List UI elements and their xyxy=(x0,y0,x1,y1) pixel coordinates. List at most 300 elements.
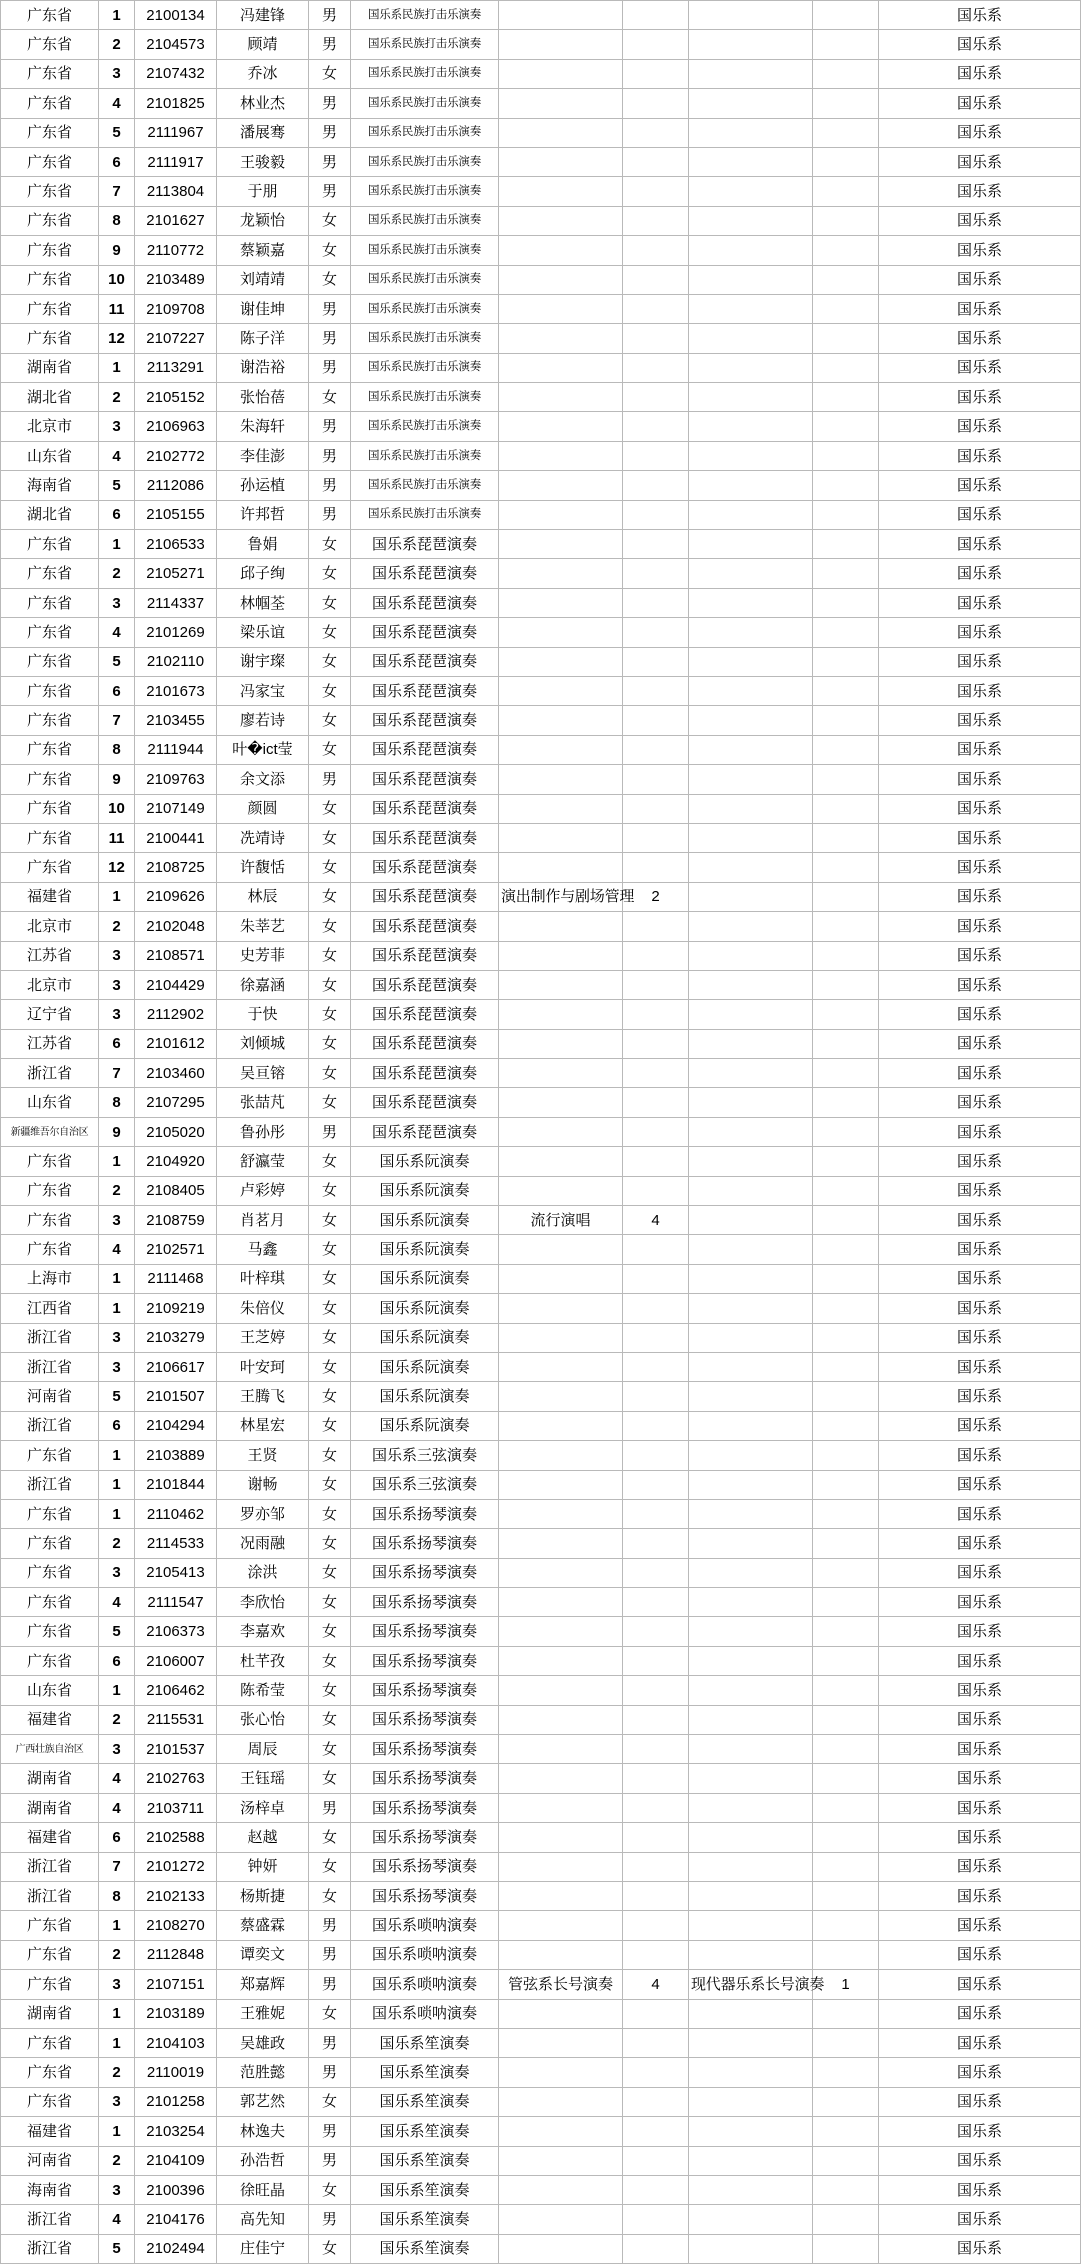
cell-third-major xyxy=(689,30,813,59)
cell-third-major: 现代器乐系长号演奏 xyxy=(689,1970,813,1999)
cell-rank: 7 xyxy=(99,706,135,735)
cell-second-major-rank xyxy=(623,676,689,705)
cell-second-major-rank xyxy=(623,353,689,382)
cell-third-major-rank xyxy=(813,2146,879,2175)
cell-rank: 1 xyxy=(99,1999,135,2028)
cell-student-name: 颜圆 xyxy=(217,794,309,823)
cell-province: 福建省 xyxy=(1,2117,99,2146)
cell-second-major-rank xyxy=(623,1323,689,1352)
cell-gender: 男 xyxy=(309,1940,351,1969)
table-row[interactable] xyxy=(1,471,1081,500)
cell-second-major-rank xyxy=(623,2234,689,2263)
cell-gender: 女 xyxy=(309,912,351,941)
cell-major: 国乐系三弦演奏 xyxy=(351,1441,499,1470)
cell-third-major-rank xyxy=(813,1,879,30)
table-row[interactable] xyxy=(1,530,1081,559)
cell-gender: 男 xyxy=(309,118,351,147)
cell-exam-id: 2101612 xyxy=(135,1029,217,1058)
cell-second-major xyxy=(499,647,623,676)
table-row[interactable] xyxy=(1,118,1081,147)
cell-third-major xyxy=(689,735,813,764)
cell-major: 国乐系民族打击乐演奏 xyxy=(351,412,499,441)
cell-third-major-rank xyxy=(813,676,879,705)
table-row[interactable] xyxy=(1,1,1081,30)
cell-student-name: 谭奕文 xyxy=(217,1940,309,1969)
cell-rank: 5 xyxy=(99,1382,135,1411)
cell-student-name: 徐旺晶 xyxy=(217,2175,309,2204)
cell-rank: 4 xyxy=(99,1588,135,1617)
table-row[interactable] xyxy=(1,1529,1081,1558)
cell-department: 国乐系 xyxy=(879,1294,1081,1323)
cell-province: 广东省 xyxy=(1,1558,99,1587)
cell-second-major xyxy=(499,1882,623,1911)
table-row[interactable] xyxy=(1,353,1081,382)
cell-third-major-rank xyxy=(813,618,879,647)
results-table-body xyxy=(1,1,1081,2264)
cell-gender: 男 xyxy=(309,353,351,382)
table-row[interactable] xyxy=(1,1558,1081,1587)
table-row[interactable] xyxy=(1,1852,1081,1881)
cell-third-major xyxy=(689,912,813,941)
cell-second-major xyxy=(499,118,623,147)
cell-rank: 3 xyxy=(99,2175,135,2204)
table-row[interactable] xyxy=(1,265,1081,294)
cell-major: 国乐系民族打击乐演奏 xyxy=(351,294,499,323)
cell-student-name: 龙颖怡 xyxy=(217,206,309,235)
cell-second-major xyxy=(499,1000,623,1029)
cell-second-major xyxy=(499,941,623,970)
cell-rank: 4 xyxy=(99,1235,135,1264)
table-row[interactable] xyxy=(1,1499,1081,1528)
table-row[interactable] xyxy=(1,735,1081,764)
table-row[interactable] xyxy=(1,588,1081,617)
cell-third-major-rank xyxy=(813,530,879,559)
table-row[interactable] xyxy=(1,1735,1081,1764)
table-row[interactable] xyxy=(1,1470,1081,1499)
cell-third-major-rank xyxy=(813,1411,879,1440)
table-row[interactable] xyxy=(1,1352,1081,1381)
cell-third-major-rank xyxy=(813,559,879,588)
cell-third-major xyxy=(689,676,813,705)
cell-third-major xyxy=(689,1088,813,1117)
cell-province: 广东省 xyxy=(1,559,99,588)
cell-second-major-rank xyxy=(623,1029,689,1058)
cell-second-major-rank xyxy=(623,1911,689,1940)
cell-third-major-rank xyxy=(813,823,879,852)
table-row[interactable] xyxy=(1,1059,1081,1088)
cell-second-major-rank xyxy=(623,383,689,412)
cell-second-major xyxy=(499,1264,623,1293)
cell-third-major-rank xyxy=(813,30,879,59)
table-row[interactable] xyxy=(1,1206,1081,1235)
cell-rank: 11 xyxy=(99,823,135,852)
table-row[interactable] xyxy=(1,794,1081,823)
table-row[interactable] xyxy=(1,500,1081,529)
cell-third-major xyxy=(689,1,813,30)
cell-province: 湖北省 xyxy=(1,383,99,412)
table-row[interactable] xyxy=(1,706,1081,735)
cell-exam-id: 2105020 xyxy=(135,1117,217,1146)
table-row[interactable] xyxy=(1,1176,1081,1205)
cell-rank: 2 xyxy=(99,30,135,59)
cell-exam-id: 2102048 xyxy=(135,912,217,941)
cell-gender: 女 xyxy=(309,1382,351,1411)
table-row[interactable] xyxy=(1,412,1081,441)
cell-third-major xyxy=(689,1940,813,1969)
cell-province: 广东省 xyxy=(1,1646,99,1675)
cell-student-name: 王腾飞 xyxy=(217,1382,309,1411)
cell-second-major-rank xyxy=(623,706,689,735)
table-row[interactable] xyxy=(1,1029,1081,1058)
cell-third-major-rank: 1 xyxy=(813,1970,879,1999)
cell-major: 国乐系阮演奏 xyxy=(351,1352,499,1381)
cell-student-name: 冯建锋 xyxy=(217,1,309,30)
cell-third-major-rank xyxy=(813,1911,879,1940)
cell-gender: 男 xyxy=(309,2058,351,2087)
cell-third-major xyxy=(689,765,813,794)
table-row[interactable] xyxy=(1,177,1081,206)
table-row[interactable] xyxy=(1,1441,1081,1470)
cell-second-major-rank xyxy=(623,1382,689,1411)
table-row[interactable] xyxy=(1,1911,1081,1940)
cell-third-major xyxy=(689,1147,813,1176)
cell-third-major-rank xyxy=(813,206,879,235)
cell-exam-id: 2104920 xyxy=(135,1147,217,1176)
cell-gender: 女 xyxy=(309,1764,351,1793)
table-row[interactable] xyxy=(1,853,1081,882)
cell-gender: 女 xyxy=(309,1411,351,1440)
cell-second-major xyxy=(499,412,623,441)
cell-exam-id: 2107295 xyxy=(135,1088,217,1117)
table-row[interactable] xyxy=(1,1823,1081,1852)
cell-department: 国乐系 xyxy=(879,1264,1081,1293)
cell-province: 广东省 xyxy=(1,30,99,59)
cell-second-major xyxy=(499,1676,623,1705)
cell-rank: 1 xyxy=(99,1676,135,1705)
table-row[interactable] xyxy=(1,1970,1081,1999)
cell-major: 国乐系扬琴演奏 xyxy=(351,1793,499,1822)
cell-gender: 女 xyxy=(309,676,351,705)
cell-major: 国乐系琵琶演奏 xyxy=(351,735,499,764)
cell-department: 国乐系 xyxy=(879,441,1081,470)
cell-province: 广东省 xyxy=(1,324,99,353)
cell-province: 广东省 xyxy=(1,1499,99,1528)
table-row[interactable] xyxy=(1,2146,1081,2175)
table-row[interactable] xyxy=(1,676,1081,705)
cell-third-major xyxy=(689,882,813,911)
table-row[interactable] xyxy=(1,618,1081,647)
cell-exam-id: 2104429 xyxy=(135,970,217,999)
table-row[interactable] xyxy=(1,1676,1081,1705)
table-row[interactable] xyxy=(1,941,1081,970)
cell-student-name: 余文添 xyxy=(217,765,309,794)
cell-second-major xyxy=(499,147,623,176)
cell-department: 国乐系 xyxy=(879,236,1081,265)
table-row[interactable] xyxy=(1,294,1081,323)
cell-province: 广东省 xyxy=(1,853,99,882)
table-row[interactable] xyxy=(1,1382,1081,1411)
cell-major: 国乐系琵琶演奏 xyxy=(351,1059,499,1088)
table-row[interactable] xyxy=(1,647,1081,676)
cell-second-major-rank xyxy=(623,1676,689,1705)
cell-third-major xyxy=(689,1264,813,1293)
cell-gender: 女 xyxy=(309,1000,351,1029)
cell-third-major-rank xyxy=(813,1529,879,1558)
cell-major: 国乐系扬琴演奏 xyxy=(351,1676,499,1705)
cell-exam-id: 2104176 xyxy=(135,2205,217,2234)
cell-second-major-rank xyxy=(623,1147,689,1176)
table-row[interactable] xyxy=(1,2028,1081,2057)
cell-rank: 2 xyxy=(99,1705,135,1734)
cell-exam-id: 2104294 xyxy=(135,1411,217,1440)
cell-third-major-rank xyxy=(813,2028,879,2057)
cell-major: 国乐系扬琴演奏 xyxy=(351,1588,499,1617)
cell-gender: 男 xyxy=(309,765,351,794)
table-row[interactable] xyxy=(1,2087,1081,2116)
cell-student-name: 张喆芃 xyxy=(217,1088,309,1117)
cell-department: 国乐系 xyxy=(879,618,1081,647)
table-row[interactable] xyxy=(1,1882,1081,1911)
cell-province: 广东省 xyxy=(1,1617,99,1646)
cell-second-major-rank xyxy=(623,1588,689,1617)
cell-major: 国乐系琵琶演奏 xyxy=(351,618,499,647)
cell-rank: 2 xyxy=(99,2058,135,2087)
cell-exam-id: 2102110 xyxy=(135,647,217,676)
cell-rank: 5 xyxy=(99,118,135,147)
cell-third-major-rank xyxy=(813,1793,879,1822)
cell-student-name: 张怡蓓 xyxy=(217,383,309,412)
cell-rank: 1 xyxy=(99,882,135,911)
cell-major: 国乐系民族打击乐演奏 xyxy=(351,471,499,500)
cell-second-major-rank xyxy=(623,2146,689,2175)
table-row[interactable] xyxy=(1,89,1081,118)
cell-exam-id: 2112086 xyxy=(135,471,217,500)
cell-gender: 女 xyxy=(309,1441,351,1470)
table-row[interactable] xyxy=(1,236,1081,265)
table-row[interactable] xyxy=(1,1705,1081,1734)
cell-major: 国乐系民族打击乐演奏 xyxy=(351,383,499,412)
cell-province: 浙江省 xyxy=(1,1852,99,1881)
cell-gender: 女 xyxy=(309,1352,351,1381)
cell-rank: 2 xyxy=(99,912,135,941)
cell-department: 国乐系 xyxy=(879,1499,1081,1528)
table-row[interactable] xyxy=(1,823,1081,852)
table-row[interactable] xyxy=(1,59,1081,88)
cell-third-major xyxy=(689,1382,813,1411)
cell-rank: 2 xyxy=(99,1529,135,1558)
cell-gender: 男 xyxy=(309,1117,351,1146)
cell-major: 国乐系琵琶演奏 xyxy=(351,912,499,941)
cell-major: 国乐系琵琶演奏 xyxy=(351,647,499,676)
cell-exam-id: 2111967 xyxy=(135,118,217,147)
table-row[interactable] xyxy=(1,912,1081,941)
cell-department: 国乐系 xyxy=(879,1352,1081,1381)
table-row[interactable] xyxy=(1,1411,1081,1440)
cell-department: 国乐系 xyxy=(879,970,1081,999)
cell-department: 国乐系 xyxy=(879,1088,1081,1117)
cell-third-major-rank xyxy=(813,2205,879,2234)
cell-second-major xyxy=(499,2117,623,2146)
cell-major: 国乐系琵琶演奏 xyxy=(351,559,499,588)
table-row[interactable] xyxy=(1,2058,1081,2087)
cell-exam-id: 2105413 xyxy=(135,1558,217,1587)
cell-department: 国乐系 xyxy=(879,412,1081,441)
cell-student-name: 庄佳宁 xyxy=(217,2234,309,2263)
cell-department: 国乐系 xyxy=(879,118,1081,147)
cell-second-major xyxy=(499,1147,623,1176)
cell-department: 国乐系 xyxy=(879,2058,1081,2087)
cell-major: 国乐系琵琶演奏 xyxy=(351,765,499,794)
cell-second-major xyxy=(499,1294,623,1323)
table-row[interactable] xyxy=(1,2234,1081,2263)
cell-student-name: 冯家宝 xyxy=(217,676,309,705)
cell-second-major-rank xyxy=(623,147,689,176)
table-row[interactable] xyxy=(1,559,1081,588)
cell-major: 国乐系阮演奏 xyxy=(351,1294,499,1323)
table-row[interactable] xyxy=(1,2117,1081,2146)
cell-third-major-rank xyxy=(813,1117,879,1146)
cell-major: 国乐系扬琴演奏 xyxy=(351,1705,499,1734)
cell-third-major xyxy=(689,1676,813,1705)
cell-rank: 1 xyxy=(99,2117,135,2146)
cell-third-major-rank xyxy=(813,1735,879,1764)
cell-rank: 3 xyxy=(99,588,135,617)
cell-rank: 10 xyxy=(99,265,135,294)
cell-rank: 2 xyxy=(99,1940,135,1969)
cell-department: 国乐系 xyxy=(879,30,1081,59)
cell-third-major-rank xyxy=(813,2117,879,2146)
table-row[interactable] xyxy=(1,147,1081,176)
cell-third-major xyxy=(689,177,813,206)
cell-rank: 7 xyxy=(99,1852,135,1881)
cell-province: 广东省 xyxy=(1,2028,99,2057)
cell-second-major-rank: 4 xyxy=(623,1206,689,1235)
table-row[interactable] xyxy=(1,1088,1081,1117)
cell-gender: 男 xyxy=(309,2028,351,2057)
cell-province: 浙江省 xyxy=(1,1059,99,1088)
cell-second-major-rank xyxy=(623,1823,689,1852)
cell-province: 江苏省 xyxy=(1,941,99,970)
cell-gender: 女 xyxy=(309,853,351,882)
table-row[interactable] xyxy=(1,1793,1081,1822)
cell-exam-id: 2101507 xyxy=(135,1382,217,1411)
cell-second-major xyxy=(499,1705,623,1734)
cell-second-major xyxy=(499,823,623,852)
cell-third-major-rank xyxy=(813,177,879,206)
table-row[interactable] xyxy=(1,206,1081,235)
table-row[interactable] xyxy=(1,324,1081,353)
table-row[interactable] xyxy=(1,1294,1081,1323)
table-row[interactable] xyxy=(1,1117,1081,1146)
cell-rank: 2 xyxy=(99,1176,135,1205)
cell-second-major xyxy=(499,1911,623,1940)
table-row[interactable] xyxy=(1,30,1081,59)
cell-department: 国乐系 xyxy=(879,941,1081,970)
cell-exam-id: 2115531 xyxy=(135,1705,217,1734)
cell-second-major xyxy=(499,265,623,294)
cell-rank: 4 xyxy=(99,1793,135,1822)
table-row[interactable] xyxy=(1,1000,1081,1029)
table-row[interactable] xyxy=(1,970,1081,999)
cell-province: 湖南省 xyxy=(1,1793,99,1822)
table-row[interactable] xyxy=(1,1588,1081,1617)
cell-department: 国乐系 xyxy=(879,1588,1081,1617)
table-row[interactable] xyxy=(1,2205,1081,2234)
cell-rank: 9 xyxy=(99,1117,135,1146)
cell-student-name: 谢浩裕 xyxy=(217,353,309,382)
table-row[interactable] xyxy=(1,1147,1081,1176)
cell-second-major-rank xyxy=(623,1352,689,1381)
cell-exam-id: 2101272 xyxy=(135,1852,217,1881)
cell-gender: 男 xyxy=(309,441,351,470)
cell-student-name: 朱海轩 xyxy=(217,412,309,441)
cell-third-major-rank xyxy=(813,1441,879,1470)
cell-major: 国乐系唢呐演奏 xyxy=(351,1911,499,1940)
cell-department: 国乐系 xyxy=(879,1529,1081,1558)
cell-exam-id: 2102772 xyxy=(135,441,217,470)
cell-gender: 女 xyxy=(309,1470,351,1499)
cell-second-major xyxy=(499,618,623,647)
cell-third-major xyxy=(689,1029,813,1058)
table-row[interactable] xyxy=(1,1646,1081,1675)
cell-student-name: 李欣怡 xyxy=(217,1588,309,1617)
cell-third-major-rank xyxy=(813,1352,879,1381)
cell-student-name: 舒瀛莹 xyxy=(217,1147,309,1176)
table-row[interactable] xyxy=(1,1264,1081,1293)
table-row[interactable] xyxy=(1,383,1081,412)
table-row[interactable] xyxy=(1,1764,1081,1793)
table-row[interactable] xyxy=(1,1323,1081,1352)
table-row[interactable] xyxy=(1,1999,1081,2028)
table-row[interactable] xyxy=(1,882,1081,911)
cell-third-major xyxy=(689,2058,813,2087)
cell-student-name: 吴亘镕 xyxy=(217,1059,309,1088)
cell-province: 浙江省 xyxy=(1,1352,99,1381)
table-row[interactable] xyxy=(1,1940,1081,1969)
cell-third-major xyxy=(689,588,813,617)
cell-gender: 女 xyxy=(309,2175,351,2204)
table-row[interactable] xyxy=(1,1235,1081,1264)
cell-third-major-rank xyxy=(813,471,879,500)
cell-department: 国乐系 xyxy=(879,1411,1081,1440)
cell-student-name: 史芳菲 xyxy=(217,941,309,970)
table-row[interactable] xyxy=(1,441,1081,470)
cell-third-major xyxy=(689,2175,813,2204)
table-row[interactable] xyxy=(1,1617,1081,1646)
cell-second-major xyxy=(499,471,623,500)
cell-second-major xyxy=(499,1793,623,1822)
cell-second-major xyxy=(499,441,623,470)
cell-exam-id: 2103189 xyxy=(135,1999,217,2028)
table-row[interactable] xyxy=(1,2175,1081,2204)
cell-exam-id: 2104573 xyxy=(135,30,217,59)
cell-province: 湖北省 xyxy=(1,500,99,529)
cell-third-major xyxy=(689,412,813,441)
cell-exam-id: 2110772 xyxy=(135,236,217,265)
table-row[interactable] xyxy=(1,765,1081,794)
cell-second-major xyxy=(499,912,623,941)
cell-second-major xyxy=(499,1588,623,1617)
cell-second-major-rank xyxy=(623,1940,689,1969)
cell-department: 国乐系 xyxy=(879,1147,1081,1176)
cell-major: 国乐系琵琶演奏 xyxy=(351,823,499,852)
cell-province: 浙江省 xyxy=(1,2234,99,2263)
cell-exam-id: 2100441 xyxy=(135,823,217,852)
cell-third-major-rank xyxy=(813,912,879,941)
cell-exam-id: 2107151 xyxy=(135,1970,217,1999)
cell-major: 国乐系扬琴演奏 xyxy=(351,1852,499,1881)
cell-rank: 3 xyxy=(99,1206,135,1235)
